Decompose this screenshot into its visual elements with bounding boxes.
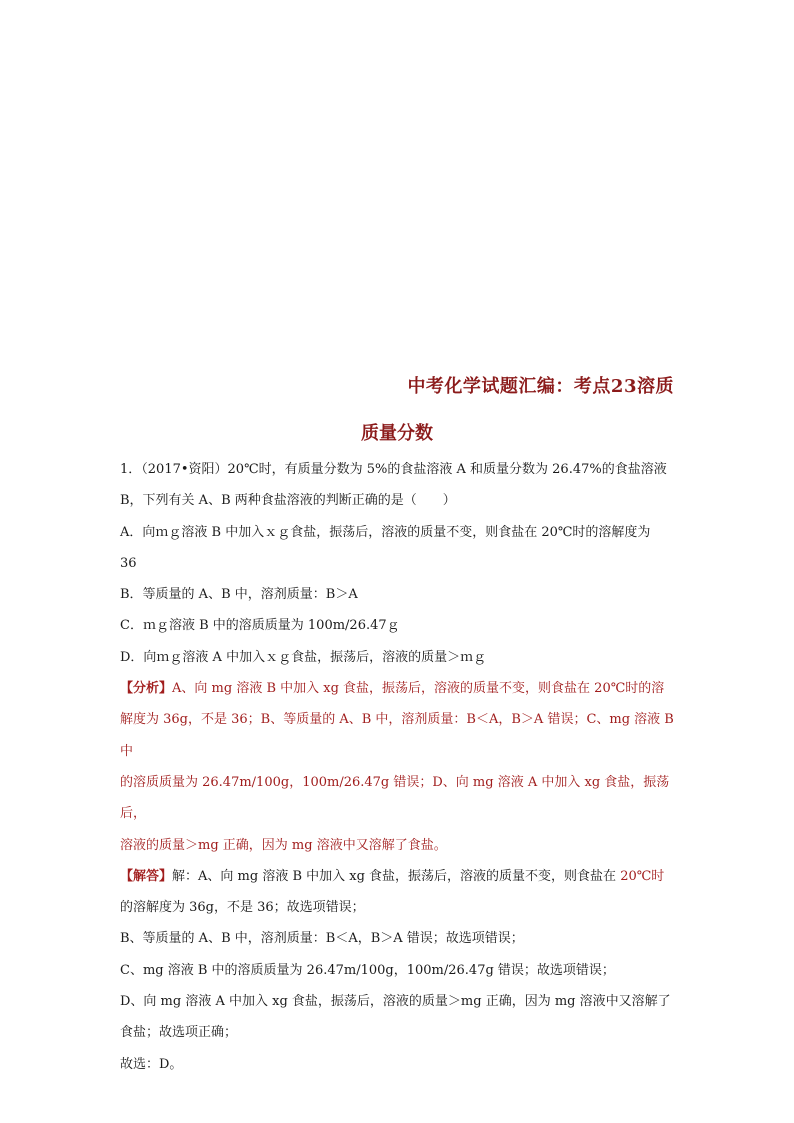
option-d: D．向ｍｇ溶液 A 中加入ｘｇ食盐，振荡后，溶液的质量＞ｍｇ — [120, 649, 487, 665]
answer-line-3: B、等质量的 A、B 中，溶剂质量：B＜A，B＞A 错误；故选项错误； — [120, 931, 524, 947]
question-stem-line-2: B，下列有关 A、B 两种食盐溶液的判断正确的是（ ） — [120, 493, 456, 509]
option-b: B．等质量的 A、B 中，溶剂质量：B＞A — [120, 587, 358, 603]
answer-line-5: D、向 mg 溶液 A 中加入 xg 食盐，振荡后，溶液的质量＞mg 正确，因为 mg 溶液中又溶解了 — [120, 994, 671, 1010]
document-body — [120, 454, 676, 1080]
answer-line-7: 故选：D。 — [120, 1056, 183, 1072]
analysis-line-2: 解度为 36g，不是 36；B、等质量的 A、B 中，溶剂质量：B＜A，B＞A 错误；C、mg 溶液 B 中 — [120, 712, 674, 759]
analysis-line-4: 溶液的质量＞mg 正确，因为 mg 溶液中又溶解了食盐。 — [120, 837, 447, 853]
answer-line-2: 的溶解度为 36g，不是 36；故选项错误； — [120, 900, 365, 916]
answer-tag: 【解答】 — [120, 868, 173, 884]
answer-text-1: 解：A、向 mg 溶液 B 中加入 xg 食盐，振荡后，溶液的质量不变，则食盐在 — [172, 868, 617, 884]
page-title-line-1: 中考化学试题汇编：考点23溶质 — [407, 376, 674, 397]
analysis-line-1 — [120, 673, 676, 704]
option-c: C．ｍｇ溶液 B 中的溶质质量为 100m/26.47ｇ — [120, 618, 400, 634]
answer-text-1-highlight: 20℃时 — [616, 868, 665, 884]
page-title-line-2: 质量分数 — [361, 423, 433, 444]
answer-line-6: 食盐；故选项正确； — [120, 1025, 238, 1041]
answer-line-4: C、mg 溶液 B 中的溶质质量为 26.47m/100g，100m/26.47g 错误；故选项错误； — [120, 962, 615, 978]
analysis-line-3: 的溶质质量为 26.47m/100g，100m/26.47g 错误；D、向 mg 溶液 A 中加入 xg 食盐，振荡后， — [120, 774, 670, 822]
analysis-text-1: A、向 mg 溶液 B 中加入 xg 食盐，振荡后，溶液的质量不变，则食盐在 20℃时的溶 — [172, 681, 665, 697]
question-stem-line-1: 1．（2017•资阳）20℃时，有质量分数为 5%的食盐溶液 A 和质量分数为 26.47%的食盐溶液 — [120, 462, 667, 477]
answer-line-1 — [120, 861, 676, 892]
option-a-line-1: A．向ｍｇ溶液 B 中加入ｘｇ食盐，振荡后，溶液的质量不变，则食盐在 20℃时的溶解度为 — [120, 524, 651, 540]
option-a-line-2: 36 — [120, 555, 137, 571]
analysis-tag: 【分析】 — [120, 681, 173, 697]
